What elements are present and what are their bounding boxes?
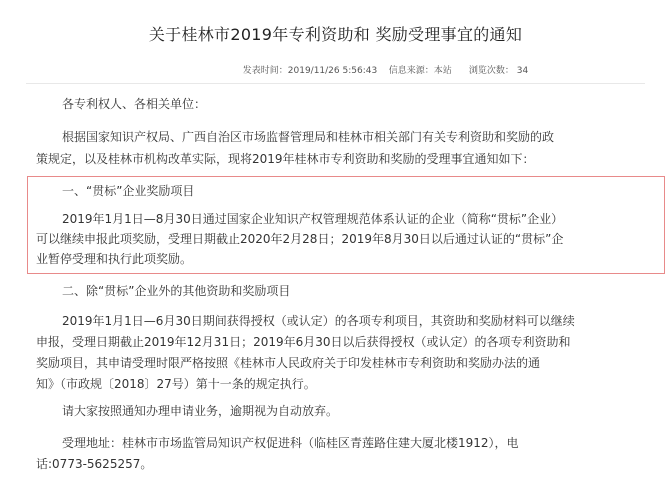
intro-line-1: 根据国家知识产权局、广西自治区市场监督管理局和桂林市相关部门有关专利资助和奖励的政 [62,130,555,144]
salutation: 各专利权人、各相关单位： [62,97,207,111]
section1-line-3: 业暂停受理和执行此项奖励。 [36,252,193,266]
address-line-2: 话:0773-5625257。 [36,457,153,471]
publish-time: 发表时间：2019/11/26 5:56:43 [242,66,378,76]
meta-separator [380,66,386,76]
section2-heading: 二、除“贯标”企业外的其他资助和奖励项目 [62,284,291,298]
section1-line-2: 可以继续申报此项奖励，受理日期截止2020年2月28日；2019年8月30日以后通过认证的“贯标”企 [36,232,564,246]
meta-separator [455,66,466,76]
view-count: 浏览次数： 34 [468,66,529,76]
info-source: 信息来源：本站 [388,66,452,76]
address-line-1: 受理地址：桂林市市场监管局知识产权促进科（临桂区青莲路住建大厦北楼1912），电 [62,436,519,450]
section1-heading: 一、“贯标”企业奖励项目 [62,184,195,198]
meta-divider [26,83,645,84]
section1-line-1: 2019年1月1日—8月30日通过国家企业知识产权管理规范体系认证的企业（简称“贯标”企业） [62,212,564,226]
page-title: 关于桂林市2019年专利资助和 奖励受理事宜的通知 [148,25,523,44]
section2-line-2: 申报，受理日期截止2019年12月31日；2019年6月30日以后获得授权（或认定）的各项专利资助和 [36,335,571,349]
section2-line-4: 知》（市政规〔2018〕27号）第十一条的规定执行。 [36,377,316,391]
intro-line-2: 策规定，以及桂林市机构改革实际，现将2019年桂林市专利资助和奖励的受理事宜通知如下： [36,152,535,166]
article-meta [0,63,671,76]
reminder-text: 请大家按照通知办理申请业务，逾期视为自动放弃。 [62,404,339,418]
section2-line-3: 奖励项目，其申请受理时限严格按照《桂林市人民政府关于印发桂林市专利资助和奖励办法的通 [36,356,541,370]
section2-line-1: 2019年1月1日—6月30日期间获得授权（或认定）的各项专利项目，其资助和奖励材料可以继续 [62,314,575,328]
